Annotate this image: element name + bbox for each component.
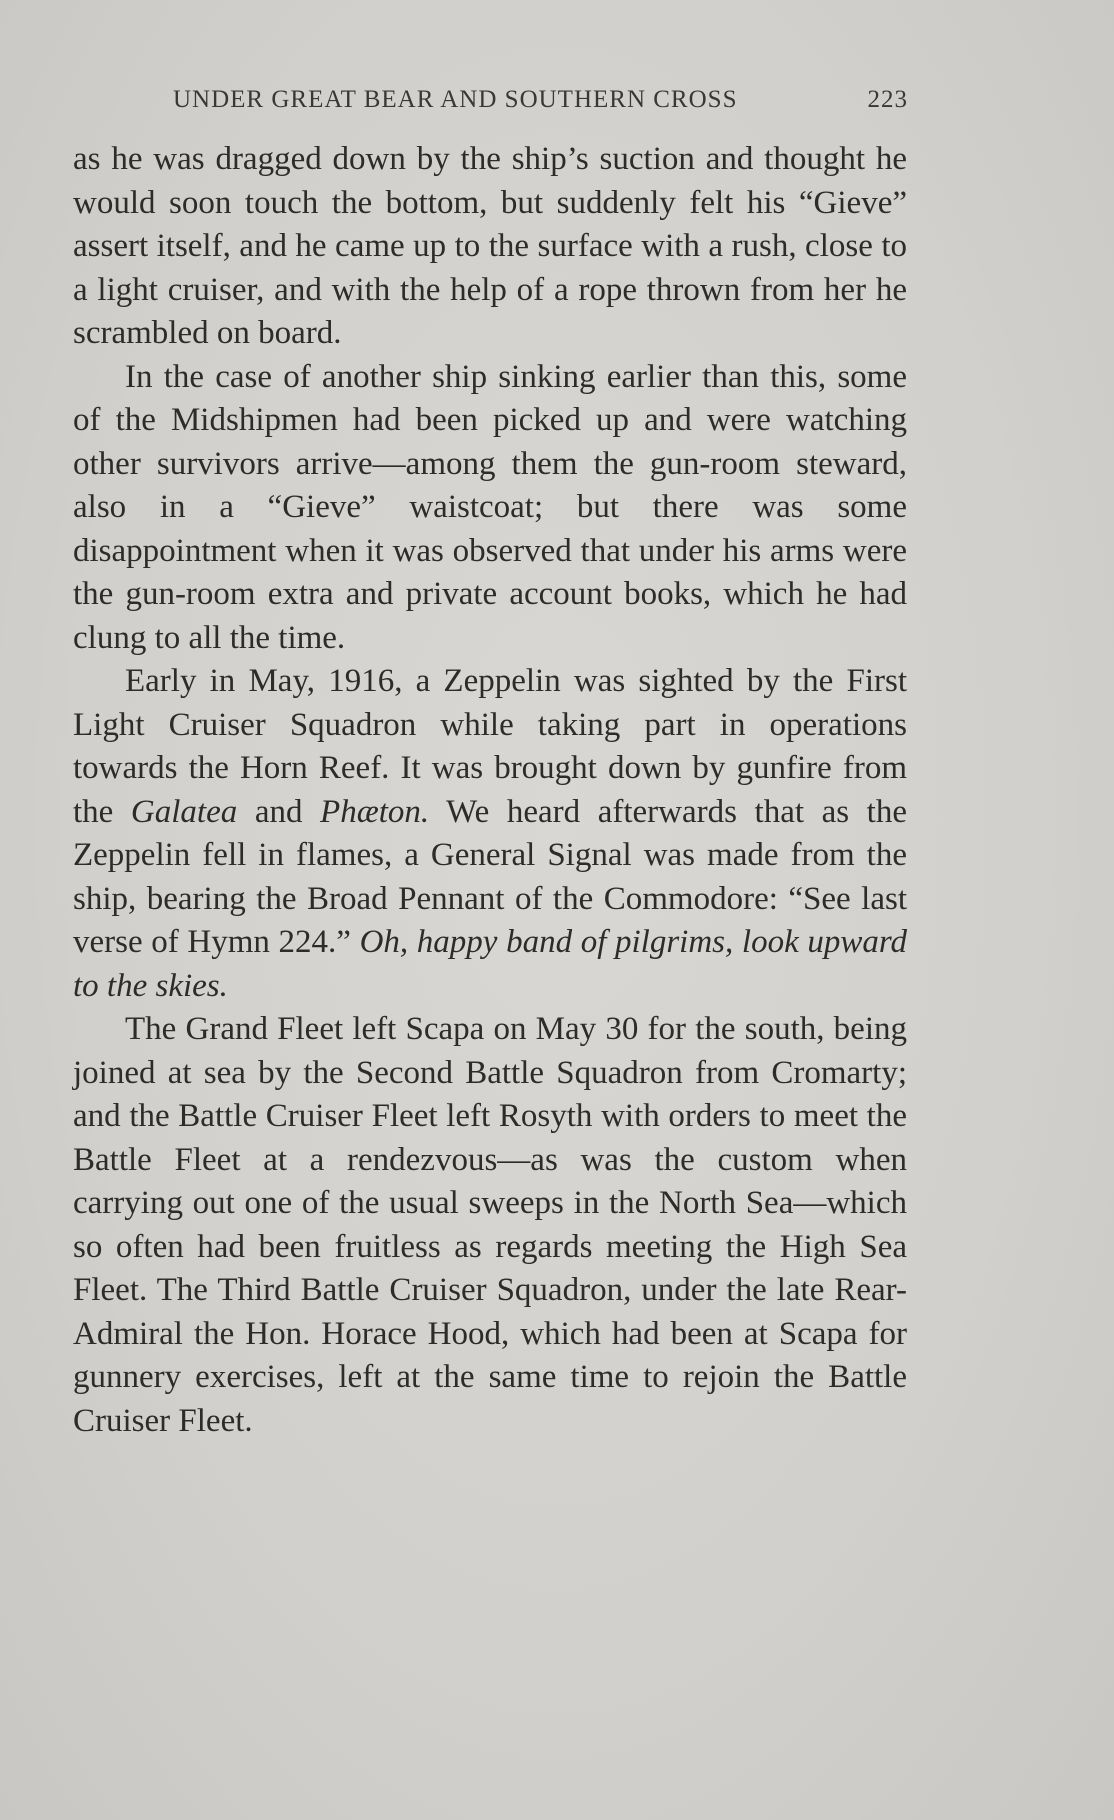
paragraph-3-part-b: and xyxy=(237,793,321,830)
paragraph-3-part-a: Early in May, 1916, a Zeppelin was sighted by the First Light Cruiser Squadron while taking part in operations towards the Horn Reef. It was brought down by gunfire from the xyxy=(73,663,907,830)
paragraph-3-part-c: We heard afterwards that as the Zeppelin fell in flames, a General Signal was made from the ship, bearing the Broad Pennant of the Commodore: “See last verse of Hymn 224.” xyxy=(73,793,907,960)
ship-name-phaeton: Phæton. xyxy=(320,793,430,830)
page-number: 223 xyxy=(867,86,908,113)
paragraph-3 xyxy=(73,660,907,1008)
hymn-quote: Oh, happy band of pilgrims, look upward to the skies. xyxy=(73,924,907,1004)
running-title: UNDER GREAT BEAR AND SOUTHERN CROSS xyxy=(173,86,738,113)
body-text xyxy=(73,138,907,1443)
paragraph-2: In the case of another ship sinking earlier than this, some of the Midshipmen had been picked up and were watching other survivors arrive—among them the gun-room steward, also in a “Gieve” waistcoat; but there was some disappointment when it was observed that under his arms were the gun-room extra and private account books, which he had clung to all the time. xyxy=(73,358,907,656)
paragraph-1: as he was dragged down by the ship’s suction and thought he would soon touch the bottom, but suddenly felt his “Gieve” assert itself, and he came up to the surface with a rush, close to a light cruiser, and with the help of a rope thrown from her he scrambled on board. xyxy=(73,141,907,351)
paragraph-4: The Grand Fleet left Scapa on May 30 for the south, being joined at sea by the Second Battle Squadron from Cromarty; and the Battle Cruiser Fleet left Rosyth with orders to meet the Battle Fleet at a rendezvous—as was the custom when carrying out one of the usual sweeps in the North Sea—which so often had been fruitless as regards meeting the High Sea Fleet. The Third Battle Cruiser Squadron, under the late Rear-Admiral the Hon. Horace Hood, which had been at Scapa for gunnery exercises, left at the same time to rejoin the Battle Cruiser Fleet. xyxy=(73,1011,907,1439)
ship-name-galatea: Galatea xyxy=(130,793,238,830)
